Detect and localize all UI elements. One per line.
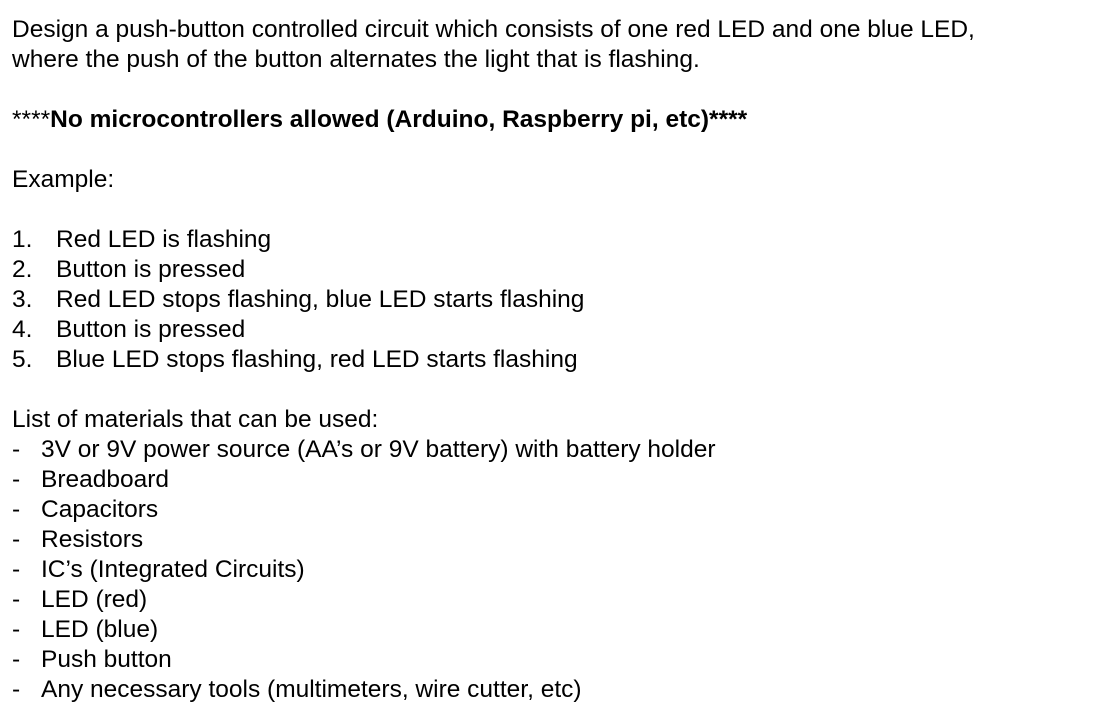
list-item <box>12 495 1110 525</box>
warning-line <box>12 105 1110 135</box>
step-text: Button is pressed <box>56 316 246 343</box>
list-item <box>12 675 1110 705</box>
step-text: Red LED stops flashing, blue LED starts flashing <box>56 286 585 313</box>
material-text: Breadboard <box>41 466 170 493</box>
material-text: Any necessary tools (multimeters, wire cutter, etc) <box>41 676 582 703</box>
spacer <box>12 135 1110 165</box>
bullet-dash: - <box>12 646 21 673</box>
step-number: 4. <box>12 316 33 343</box>
material-text: Resistors <box>41 526 144 553</box>
warning-text: No microcontrollers allowed (Arduino, Raspberry pi, etc)**** <box>50 106 748 133</box>
list-item <box>12 465 1110 495</box>
bullet-dash: - <box>12 436 21 463</box>
list-item <box>12 345 1110 375</box>
list-item <box>12 225 1110 255</box>
list-item <box>12 555 1110 585</box>
warning-prefix: **** <box>12 106 51 133</box>
list-item <box>12 315 1110 345</box>
materials-heading: List of materials that can be used: <box>12 406 379 433</box>
list-item <box>12 285 1110 315</box>
material-text: Capacitors <box>41 496 159 523</box>
bullet-dash: - <box>12 466 21 493</box>
step-text: Red LED is flashing <box>56 226 272 253</box>
example-steps-list <box>12 225 1110 375</box>
list-item <box>12 435 1110 465</box>
material-text: IC’s (Integrated Circuits) <box>41 556 305 583</box>
material-text: LED (blue) <box>41 616 159 643</box>
materials-list <box>12 435 1110 705</box>
list-item <box>12 615 1110 645</box>
example-heading: Example: <box>12 166 115 193</box>
step-number: 1. <box>12 226 33 253</box>
step-number: 2. <box>12 256 33 283</box>
spacer <box>12 195 1110 225</box>
material-text: LED (red) <box>41 586 148 613</box>
bullet-dash: - <box>12 526 21 553</box>
step-number: 5. <box>12 346 33 373</box>
list-item <box>12 525 1110 555</box>
spacer <box>12 75 1110 105</box>
bullet-dash: - <box>12 676 21 703</box>
bullet-dash: - <box>12 616 21 643</box>
step-number: 3. <box>12 286 33 313</box>
material-text: Push button <box>41 646 172 673</box>
step-text: Button is pressed <box>56 256 246 283</box>
bullet-dash: - <box>12 556 21 583</box>
list-item <box>12 645 1110 675</box>
list-item <box>12 255 1110 285</box>
list-item <box>12 585 1110 615</box>
step-text: Blue LED stops flashing, red LED starts flashing <box>56 346 578 373</box>
bullet-dash: - <box>12 496 21 523</box>
bullet-dash: - <box>12 586 21 613</box>
intro-line-2: where the push of the button alternates the light that is flashing. <box>12 46 700 73</box>
material-text: 3V or 9V power source (AA’s or 9V battery) with battery holder <box>41 436 716 463</box>
intro-line-1: Design a push-button controlled circuit which consists of one red LED and one blue LED, <box>12 16 975 43</box>
spacer <box>12 375 1110 405</box>
document-body <box>12 15 1110 705</box>
